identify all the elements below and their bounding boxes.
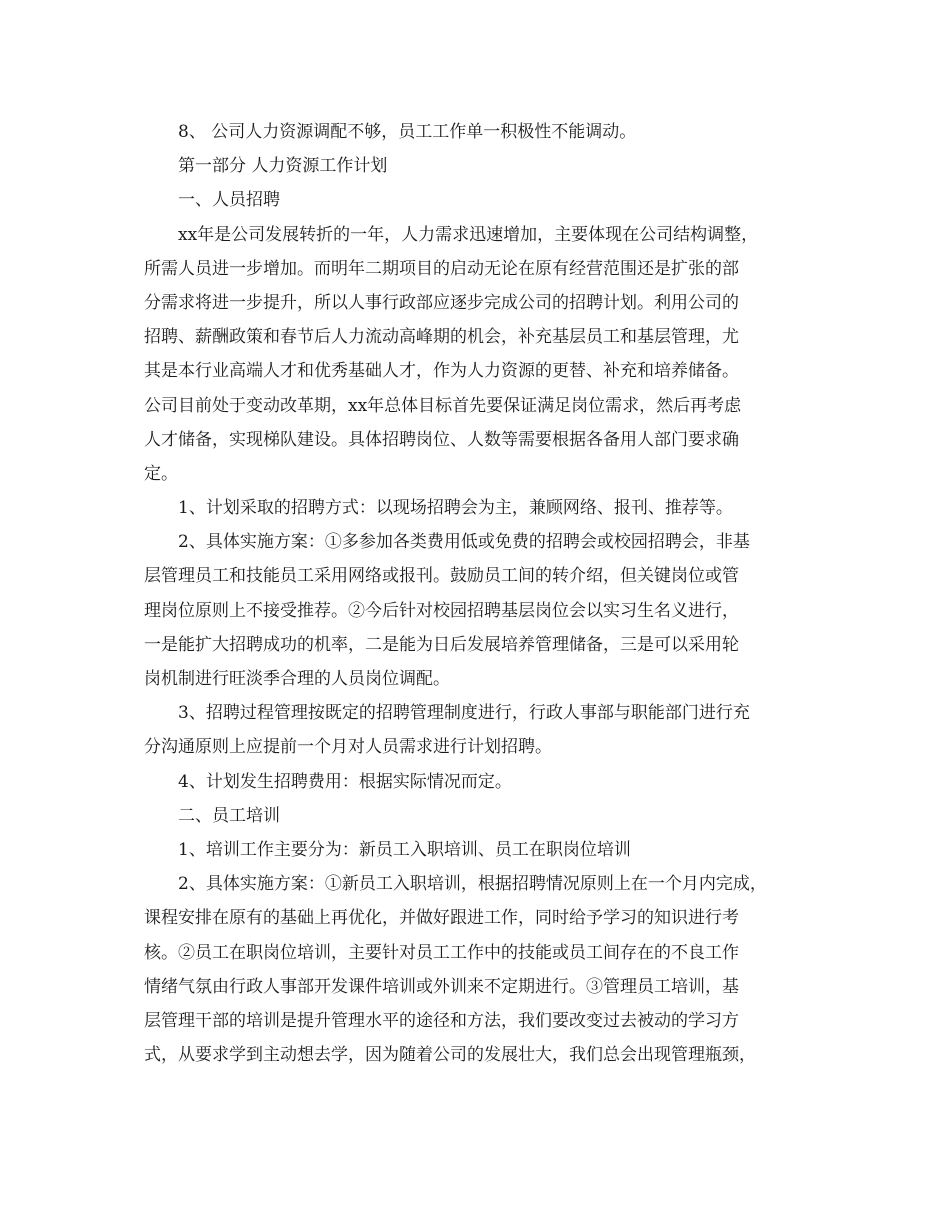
text-line: 一是能扩大招聘成功的机率，二是能为日后发展培养管理储备，三是可以采用轮 — [144, 634, 739, 655]
text-line: 层管理干部的培训是提升管理水平的途径和方法，我们要改变过去被动的学习方 — [144, 1010, 739, 1031]
text-line: 核。②员工在职岗位培训，主要针对员工工作中的技能或员工间存在的不良工作 — [144, 942, 739, 963]
text-line: 其是本行业高端人才和优秀基础人才，作为人力资源的更替、补充和培养储备。 — [144, 361, 739, 382]
text-line: 公司目前处于变动改革期，xx年总体目标首先要保证满足岗位需求，然后再考虑 — [144, 395, 742, 416]
text-line: 2、具体实施方案：①多参加各类费用低或免费的招聘会或校园招聘会，非基 — [178, 532, 750, 553]
text-line: 二、员工培训 — [178, 805, 280, 826]
text-line: 3、招聘过程管理按既定的招聘管理制度进行，行政人事部与职能部门进行充 — [178, 703, 750, 724]
text-line: 岗机制进行旺淡季合理的人员岗位调配。 — [144, 669, 450, 689]
text-line: 式，从要求学到主动想去学，因为随着公司的发展壮大，我们总会出现管理瓶颈， — [144, 1045, 756, 1066]
text-line: 8、 公司人力资源调配不够，员工工作单一积极性不能调动。 — [178, 122, 637, 142]
text-line: 分需求将进一步提升，所以人事行政部应逐步完成公司的招聘计划。利用公司的 — [144, 292, 739, 313]
text-line: 定。 — [144, 463, 178, 484]
text-line: 1、培训工作主要分为：新员工入职培训、员工在职岗位培训 — [178, 839, 631, 860]
text-line: 层管理员工和技能员工采用网络或报刊。鼓励员工间的转介绍，但关键岗位或管 — [144, 566, 739, 587]
text-line: 第一部分 人力资源工作计划 — [178, 156, 388, 177]
text-line: 所需人员进一步增加。而明年二期项目的启动无论在原有经营范围还是扩张的部 — [144, 258, 739, 279]
text-line: 理岗位原则上不接受推荐。②今后针对校园招聘基层岗位会以实习生名义进行， — [144, 600, 739, 621]
text-line: 2、具体实施方案：①新员工入职培训，根据招聘情况原则上在一个月内完成， — [178, 874, 767, 895]
text-line: xx年是公司发展转折的一年，人力需求迅速增加，主要体现在公司结构调整， — [178, 224, 759, 245]
text-line: 4、计划发生招聘费用：根据实际情况而定。 — [178, 771, 512, 792]
text-line: 一、人员招聘 — [178, 190, 280, 211]
text-line: 1、计划采取的招聘方式：以现场招聘会为主，兼顾网络、报刊、推荐等。 — [178, 498, 733, 519]
text-line: 人才储备，实现梯队建设。具体招聘岗位、人数等需要根据各备用人部门要求确 — [144, 429, 739, 450]
text-line: 情绪气氛由行政人事部开发课件培训或外训来不定期进行。③管理员工培训，基 — [144, 976, 739, 997]
text-line: 招聘、薪酬政策和春节后人力流动高峰期的机会，补充基层员工和基层管理，尤 — [144, 327, 739, 348]
text-line: 分沟通原则上应提前一个月对人员需求进行计划招聘。 — [144, 737, 552, 758]
document-body — [144, 115, 814, 1072]
text-line: 课程安排在原有的基础上再优化，并做好跟进工作，同时给予学习的知识进行考 — [144, 908, 739, 929]
